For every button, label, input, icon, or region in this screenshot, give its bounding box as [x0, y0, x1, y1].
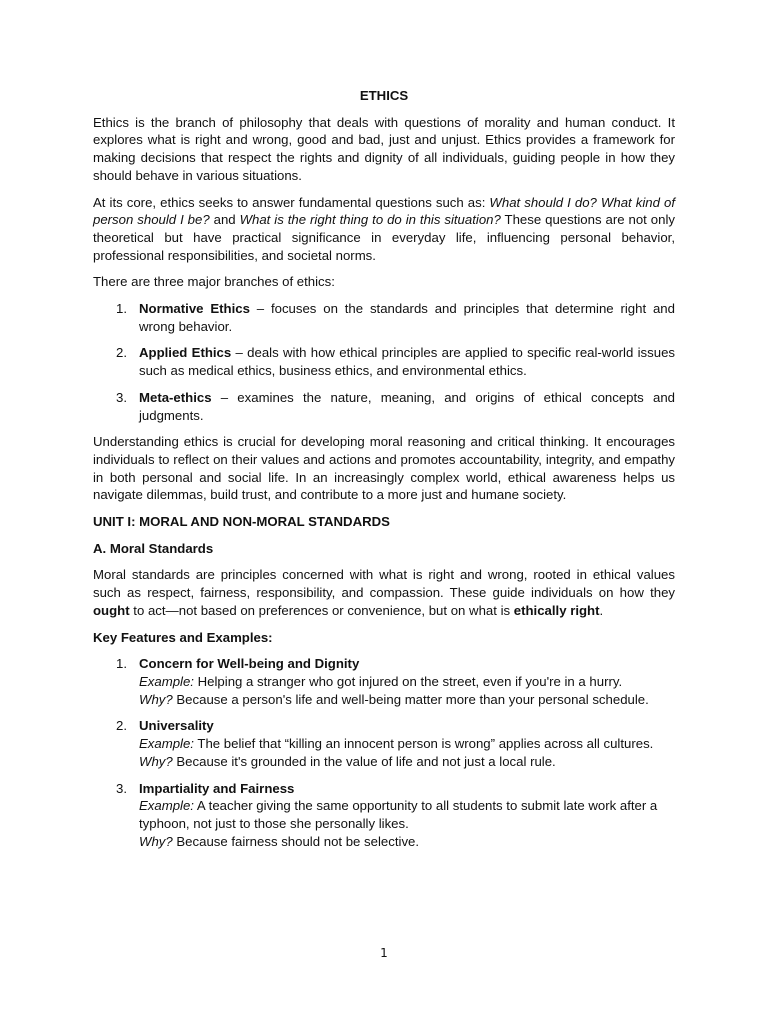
- why-label: Why?: [139, 833, 173, 849]
- intro-paragraph: Ethics is the branch of philosophy that deals with questions of morality and human conduct. It explores what is right and wrong, good and bad, just and unjust. Ethics provides a framework for making decisions that respect the rights and dignity of all individuals, guiding people in how they should behave in various situations.: [93, 114, 675, 183]
- feature-title: Universality: [139, 718, 214, 734]
- branch-term: Meta-ethics: [139, 389, 212, 405]
- core-questions-paragraph: [93, 194, 675, 265]
- moral-text-1: Moral standards are principles concerned with what is right and wrong, rooted in ethical values such as respect, fairness, responsibility, and compassion. These guide individuals on how they: [93, 567, 675, 601]
- feature-example: [139, 797, 675, 832]
- list-item: [93, 389, 675, 424]
- feature-example: [139, 735, 675, 753]
- unit-heading: UNIT I: MORAL AND NON-MORAL STANDARDS: [93, 514, 390, 530]
- branch-term: Normative Ethics: [139, 301, 250, 317]
- list-number: 3.: [116, 780, 127, 796]
- list-item: [93, 655, 675, 708]
- example-label: Example:: [139, 736, 194, 752]
- list-item: [93, 717, 675, 770]
- example-text: Helping a stranger who got injured on the street, even if you're in a hurry.: [193, 673, 623, 689]
- list-item: [93, 780, 675, 851]
- core-text-post: These questions are not only theoretical but have practical significance in everyday life, influencing personal behavior, professional responsibilities, and societal norms.: [93, 212, 675, 263]
- branches-list: [93, 300, 675, 424]
- moral-text-3: .: [599, 602, 604, 618]
- branch-description: – focuses on the standards and principles that determine right and wrong behavior.: [139, 301, 675, 334]
- why-text: Because fairness should not be selective.: [172, 833, 420, 849]
- core-text-and: and: [209, 212, 240, 228]
- understanding-paragraph: Understanding ethics is crucial for developing moral reasoning and critical thinking. It encourages individuals to reflect on their values and actions and promotes accountability, integrity, and empathy in both personal and social life. In an increasingly complex world, ethical awareness helps us navigate dilemmas, build trust, and contribute to a more just and humane society.: [93, 434, 675, 503]
- branches-intro: There are three major branches of ethics:: [93, 274, 335, 290]
- moral-ethically-right: ethically right: [513, 602, 600, 618]
- branch-description: – deals with how ethical principles are applied to specific real-world issues such as medical ethics, business ethics, and environmental ethics.: [139, 345, 675, 379]
- list-number: 2.: [116, 345, 127, 361]
- core-question-2: What is the right thing to do in this situation?: [239, 212, 501, 228]
- page-number: 1: [380, 946, 388, 960]
- example-label: Example:: [139, 673, 194, 689]
- example-label: Example:: [139, 798, 194, 814]
- key-features-heading: Key Features and Examples:: [93, 629, 273, 645]
- branch-description: – examines the nature, meaning, and origins of ethical concepts and judgments.: [139, 389, 675, 423]
- document-title: ETHICS: [359, 88, 409, 103]
- branch-term: Applied Ethics: [139, 345, 232, 361]
- feature-example: [139, 673, 675, 691]
- features-list: [93, 655, 675, 850]
- why-label: Why?: [139, 753, 173, 769]
- example-text: The belief that “killing an innocent person is wrong” applies across all cultures.: [193, 736, 654, 752]
- feature-why: [139, 691, 675, 709]
- feature-why: [139, 753, 675, 771]
- moral-ought: ought: [93, 602, 130, 618]
- moral-standards-paragraph: [93, 566, 675, 619]
- section-heading: A. Moral Standards: [93, 540, 214, 556]
- core-question-1: What should I do? What kind of person should I be?: [93, 194, 675, 228]
- list-number: 1.: [116, 301, 127, 317]
- feature-title: Impartiality and Fairness: [139, 780, 295, 796]
- why-text: Because a person's life and well-being matter more than your personal schedule.: [172, 691, 649, 707]
- feature-title: Concern for Well-being and Dignity: [139, 656, 360, 672]
- why-label: Why?: [139, 691, 173, 707]
- why-text: Because it's grounded in the value of life and not just a local rule.: [172, 753, 556, 769]
- list-number: 3.: [116, 389, 127, 405]
- list-item: [93, 344, 675, 379]
- list-number: 1.: [116, 656, 127, 672]
- document-page: [93, 87, 675, 859]
- example-text: A teacher giving the same opportunity to all students to submit late work after a typhoon, not just to those she personally likes.: [139, 798, 658, 831]
- core-text-pre: At its core, ethics seeks to answer fundamental questions such as:: [93, 194, 490, 210]
- feature-why: [139, 833, 675, 851]
- list-number: 2.: [116, 718, 127, 734]
- moral-text-2: to act—not based on preferences or convenience, but on what is: [129, 602, 514, 618]
- list-item: [93, 300, 675, 335]
